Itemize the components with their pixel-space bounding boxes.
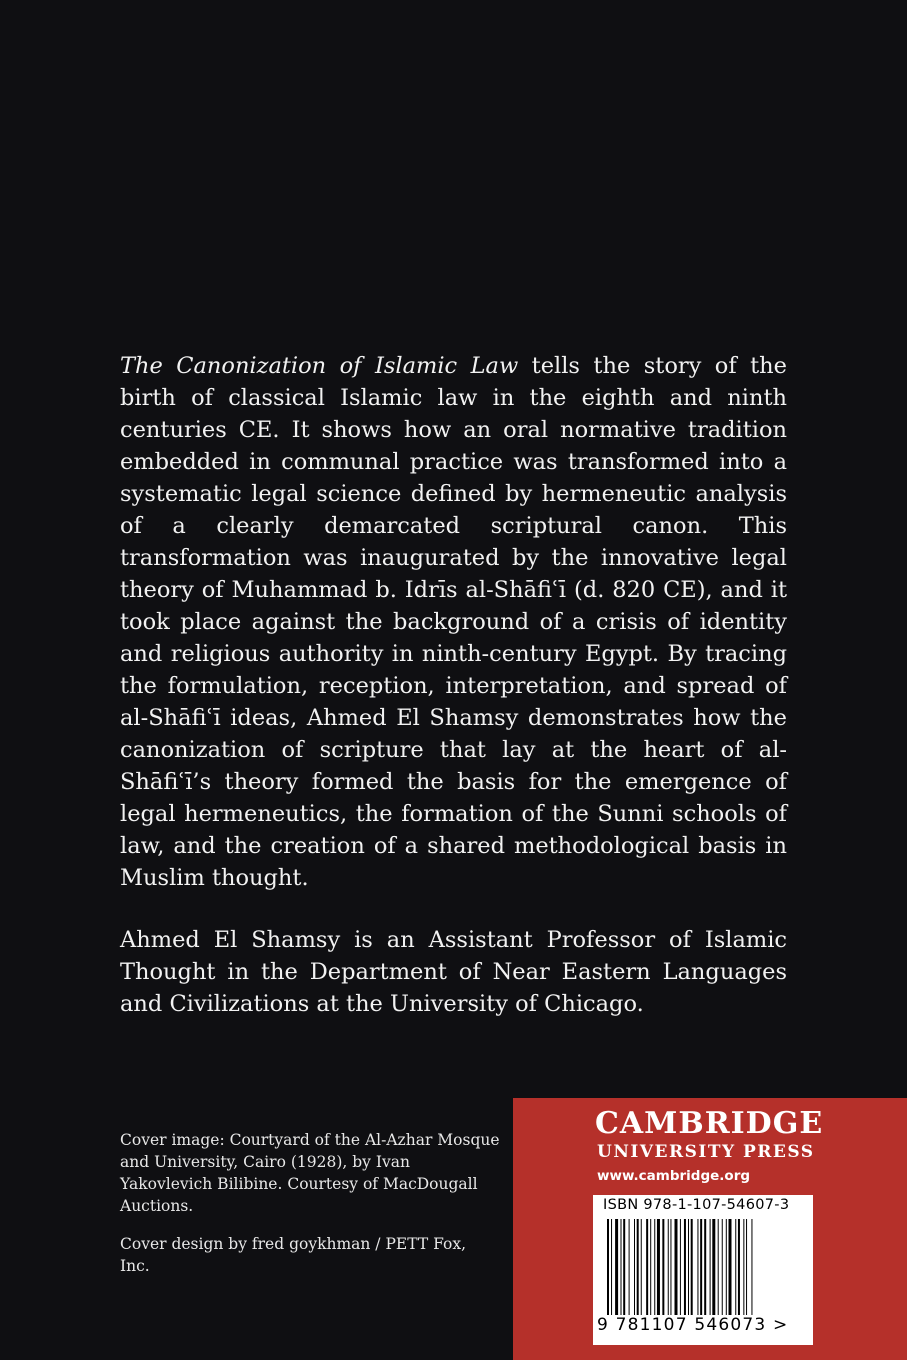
- publisher-name: CAMBRIDGE: [595, 1106, 824, 1141]
- publisher-subtitle: UNIVERSITY PRESS: [597, 1142, 815, 1162]
- cover-design-credit: Cover design by fred goykhman / PETT Fox, Inc.: [120, 1235, 466, 1275]
- cover-image-credit: Cover image: Courtyard of the Al-Azhar Mosque and University, Cairo (1928), by Ivan Yakovlevich Bilibine. Courtesy of MacDougall Auctions.: [120, 1131, 500, 1215]
- barcode-bars: [599, 1219, 807, 1317]
- publisher-panel: [513, 1098, 907, 1360]
- isbn-label: ISBN 978-1-107-54607-3: [603, 1197, 790, 1213]
- back-cover-blurb: [120, 350, 787, 1020]
- cover-credits: [120, 1129, 500, 1277]
- publisher-url: www.cambridge.org: [597, 1168, 751, 1184]
- isbn-barcode: [593, 1195, 813, 1345]
- description-text: tells the story of the birth of classical Islamic law in the eighth and ninth centuries CE. It shows how an oral normative tradition embedded in communal practice was transformed into a systematic legal science defined by hermeneutic analysis of a clearly demarcated scriptural canon. This transformation was inaugurated by the innovative legal theory of Muhammad b. Idrīs al-Shāfiʿī (d. 820 CE), and it took place against the background of a crisis of identity and religious authority in ninth-century Egypt. By tracing the formulation, reception, interpretation, and spread of al-Shāfiʿī ideas, Ahmed El Shamsy demonstrates how the canonization of scripture that lay at the heart of al-Shāfiʿī’s theory formed the basis for the emergence of legal hermeneutics, the formation of the Sunni schools of law, and the creation of a shared methodological basis in Muslim thought.: [120, 353, 787, 891]
- book-title: The Canonization of Islamic Law: [120, 353, 519, 379]
- barcode-digits: 9 781107 546073 >: [597, 1315, 813, 1335]
- author-bio: Ahmed El Shamsy is an Assistant Professor of Islamic Thought in the Department of Near Eastern Languages and Civilizations at the University of Chicago.: [120, 927, 787, 1017]
- description-paragraph: [120, 350, 787, 894]
